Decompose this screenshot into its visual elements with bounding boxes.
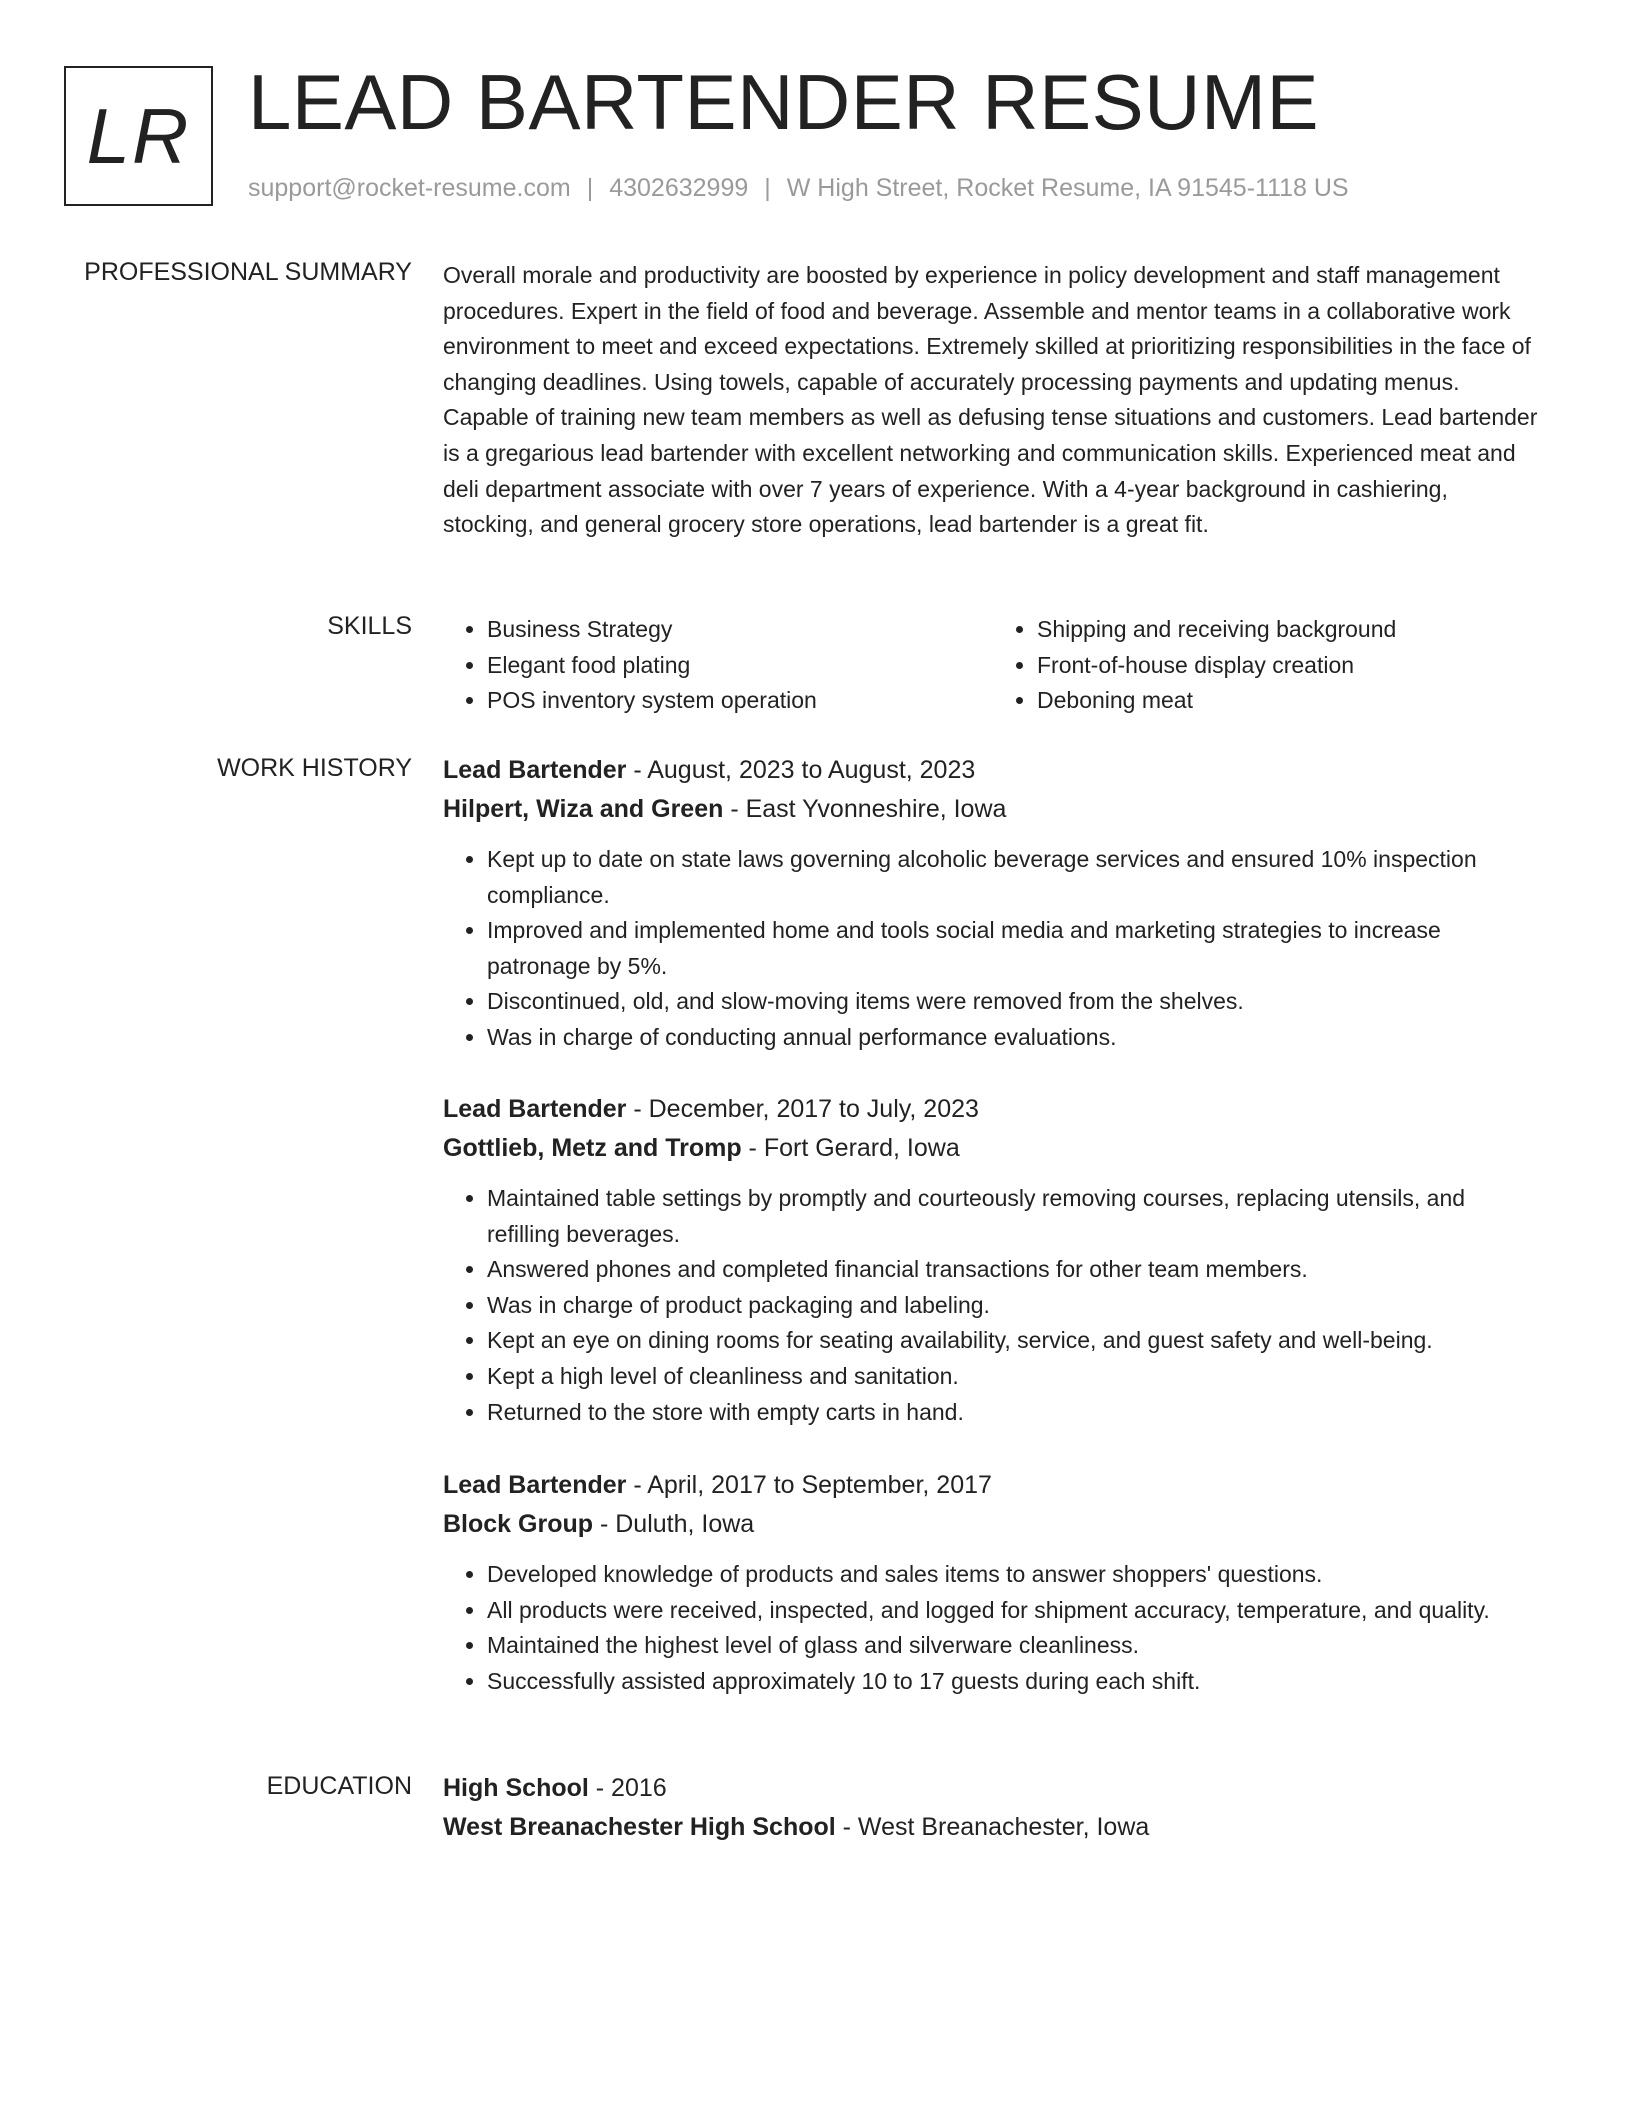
contact-separator: |	[586, 174, 594, 202]
resume-title: LEAD BARTENDER RESUME	[248, 58, 1319, 146]
job-bullet: • Kept an eye on dining rooms for seating availability, service, and guest safety and well-being.	[487, 1323, 1543, 1359]
job-dates: - April, 2017 to September, 2017	[626, 1471, 992, 1499]
job-company-line	[443, 1504, 1543, 1544]
skill-item: • Front-of-house display creation	[1037, 648, 1543, 684]
contact-separator: |	[764, 174, 771, 202]
job-bullet: • Developed knowledge of products and sales items to answer shoppers' questions.	[487, 1557, 1543, 1593]
education-year: - 2016	[588, 1774, 667, 1802]
job-company: Hilpert, Wiza and Green	[443, 795, 724, 823]
education-location: - West Breanachester, Iowa	[835, 1813, 1150, 1841]
skill-item: • Elegant food plating	[487, 648, 993, 684]
job-bullet: • Improved and implemented home and tools social media and marketing strategies to increase patronage by 5%.	[487, 913, 1543, 984]
job-bullets	[443, 842, 1543, 1056]
job-title: Lead Bartender	[443, 756, 627, 784]
skill-item: • Business Strategy	[487, 612, 993, 648]
job-company-line	[443, 789, 1543, 829]
job-bullet: • Was in charge of conducting annual performance evaluations.	[487, 1020, 1543, 1056]
job-company: Gottlieb, Metz and Tromp	[443, 1134, 742, 1162]
skill-item: • POS inventory system operation	[487, 683, 993, 719]
job-title: Lead Bartender	[443, 1095, 627, 1123]
contact-email[interactable]: support@rocket-resume.com	[248, 174, 571, 202]
job-entry	[443, 751, 1543, 1056]
job-bullet: • Answered phones and completed financial transactions for other team members.	[487, 1252, 1543, 1288]
section-label-work-history: WORK HISTORY	[217, 754, 412, 782]
job-title-line	[443, 751, 1543, 789]
education-degree: High School	[443, 1774, 589, 1802]
job-bullets	[443, 1557, 1543, 1699]
job-bullet: • Was in charge of product packaging and labeling.	[487, 1288, 1543, 1324]
education-school: West Breanachester High School	[443, 1813, 836, 1841]
job-bullet: • All products were received, inspected, and logged for shipment accuracy, temperature, and quality.	[487, 1593, 1543, 1629]
contact-phone[interactable]: 4302632999	[609, 174, 749, 202]
job-entry	[443, 1466, 1543, 1699]
section-label-education: EDUCATION	[266, 1772, 412, 1800]
contact-line	[248, 174, 1349, 203]
job-bullet: • Kept a high level of cleanliness and sanitation.	[487, 1359, 1543, 1395]
job-dates: - August, 2023 to August, 2023	[626, 756, 976, 784]
skill-item: • Shipping and receiving background	[1037, 612, 1543, 648]
job-entry	[443, 1090, 1543, 1430]
job-title-line	[443, 1090, 1543, 1128]
job-title-line	[443, 1466, 1543, 1504]
job-company-line	[443, 1128, 1543, 1168]
skill-item: • Deboning meat	[1037, 683, 1543, 719]
section-label-skills: SKILLS	[327, 612, 412, 640]
job-location: - Fort Gerard, Iowa	[741, 1134, 960, 1162]
education-degree-line	[443, 1769, 1543, 1807]
contact-address: W High Street, Rocket Resume, IA 91545-1118 US	[786, 174, 1349, 202]
skills-list-right	[993, 612, 1543, 719]
job-bullet: • Maintained the highest level of glass and silverware cleanliness.	[487, 1628, 1543, 1664]
job-bullet: • Successfully assisted approximately 10 to 17 guests during each shift.	[487, 1664, 1543, 1700]
section-label-summary: PROFESSIONAL SUMMARY	[84, 258, 412, 286]
job-dates: - December, 2017 to July, 2023	[626, 1095, 979, 1123]
job-location: - Duluth, Iowa	[593, 1510, 755, 1538]
job-bullet: • Maintained table settings by promptly and courteously removing courses, replacing utensils, and refilling beverages.	[487, 1181, 1543, 1252]
job-bullet: • Discontinued, old, and slow-moving items were removed from the shelves.	[487, 984, 1543, 1020]
job-title: Lead Bartender	[443, 1471, 627, 1499]
job-bullet: • Kept up to date on state laws governing alcoholic beverage services and ensured 10% inspection compliance.	[487, 842, 1543, 913]
summary-text: Overall morale and productivity are boosted by experience in policy development and staff management procedures. Expert in the field of food and beverage. Assemble and mentor teams in a collaborative work environment to meet and exceed expectations. Extremely skilled at prioritizing responsibilities in the face of changing deadlines. Using towels, capable of accurately processing payments and updating menus. Capable of training new team members as well as defusing tense situations and customers. Lead bartender is a gregarious lead bartender with excellent networking and communication skills. Experienced meat and deli department associate with over 7 years of experience. With a 4-year background in cashiering, stocking, and general grocery store operations, lead bartender is a great fit.	[443, 262, 1538, 538]
job-bullets	[443, 1181, 1543, 1430]
job-bullet: • Returned to the store with empty carts in hand.	[487, 1395, 1543, 1431]
skills-list-left	[443, 612, 993, 719]
monogram-logo: LR	[64, 66, 213, 206]
job-location: - East Yvonneshire, Iowa	[723, 795, 1007, 823]
education-school-line	[443, 1807, 1543, 1847]
job-company: Block Group	[443, 1510, 594, 1538]
